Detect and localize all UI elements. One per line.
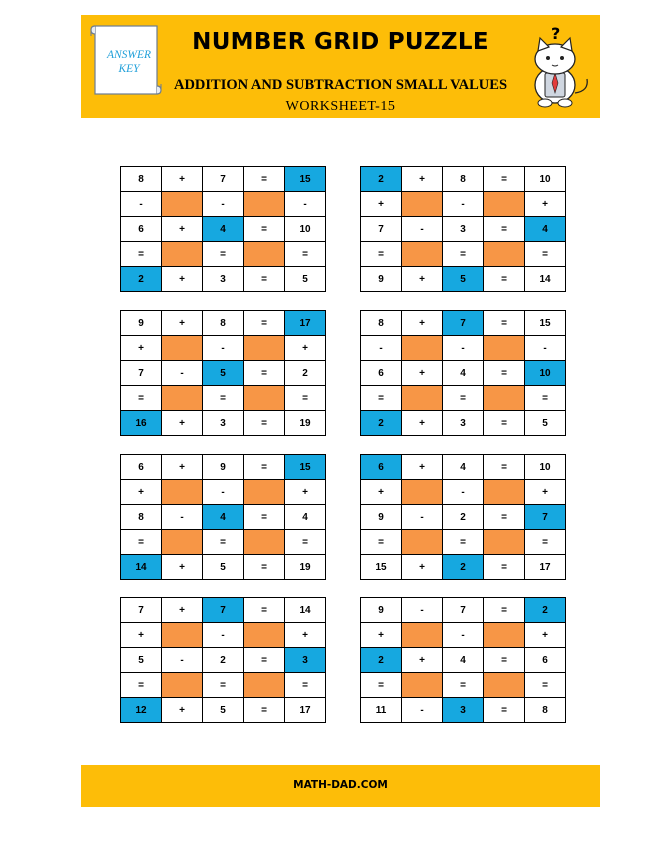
grid-row	[361, 673, 566, 698]
grid-cell: 4	[443, 455, 484, 480]
grid-row	[361, 555, 566, 580]
answer-cell: 12	[121, 698, 162, 723]
blocked-cell	[484, 673, 525, 698]
grid-cell: 6	[361, 361, 402, 386]
grid-row	[361, 505, 566, 530]
grid-cell: =	[244, 698, 285, 723]
grid-cell: +	[361, 480, 402, 505]
grid-cell: =	[244, 455, 285, 480]
grid-row	[361, 192, 566, 217]
grid-cell: =	[484, 505, 525, 530]
grid-cell: 5	[203, 555, 244, 580]
puzzle-grid-7	[120, 597, 326, 723]
grid-cell: =	[203, 673, 244, 698]
grid-cell: =	[443, 242, 484, 267]
grid-cell: 8	[203, 311, 244, 336]
grid-cell: +	[121, 480, 162, 505]
grid-cell: 5	[525, 411, 566, 436]
grid-cell: 9	[361, 267, 402, 292]
grid-cell: -	[203, 192, 244, 217]
grid-cell: -	[162, 505, 203, 530]
grid-cell: -	[402, 505, 443, 530]
grid-cell: =	[484, 311, 525, 336]
grid-cell: +	[402, 361, 443, 386]
grid-row	[121, 411, 326, 436]
grid-row	[121, 623, 326, 648]
answer-cell: 4	[203, 505, 244, 530]
grid-cell: 11	[361, 698, 402, 723]
grid-cell: +	[162, 217, 203, 242]
grid-cell: =	[203, 530, 244, 555]
answer-cell: 7	[443, 311, 484, 336]
answer-cell: 10	[525, 361, 566, 386]
grid-cell: 6	[525, 648, 566, 673]
grid-cell: +	[402, 411, 443, 436]
grid-cell: =	[285, 386, 326, 411]
grid-row	[121, 530, 326, 555]
grid-cell: 15	[361, 555, 402, 580]
blocked-cell	[162, 530, 203, 555]
grid-cell: 17	[525, 555, 566, 580]
grid-cell: 7	[361, 217, 402, 242]
grid-cell: -	[203, 336, 244, 361]
grid-cell: +	[361, 623, 402, 648]
grid-row	[361, 411, 566, 436]
grid-cell: +	[162, 698, 203, 723]
grid-cell: =	[285, 242, 326, 267]
puzzle-grid-4	[360, 310, 566, 436]
grid-cell: =	[285, 530, 326, 555]
grid-cell: =	[484, 555, 525, 580]
grid-cell: -	[361, 336, 402, 361]
site-name: MATH-DAD.COM	[293, 779, 388, 791]
answer-cell: 3	[443, 698, 484, 723]
grid-cell: 4	[443, 648, 484, 673]
puzzle-grid-5	[120, 454, 326, 580]
blocked-cell	[484, 336, 525, 361]
grid-cell: +	[525, 192, 566, 217]
answer-cell: 14	[121, 555, 162, 580]
grid-cell: =	[361, 673, 402, 698]
grid-row	[121, 192, 326, 217]
grid-row	[121, 167, 326, 192]
puzzle-grid-8	[360, 597, 566, 723]
answer-cell: 2	[443, 555, 484, 580]
grid-cell: =	[285, 673, 326, 698]
answer-cell: 17	[285, 311, 326, 336]
grid-cell: =	[443, 386, 484, 411]
grid-cell: 17	[285, 698, 326, 723]
blocked-cell	[402, 192, 443, 217]
answer-cell: 15	[285, 455, 326, 480]
page-title: NUMBER GRID PUZZLE	[192, 29, 489, 55]
grid-row	[361, 167, 566, 192]
grid-cell: =	[361, 242, 402, 267]
grid-cell: 5	[203, 698, 244, 723]
grid-row	[121, 598, 326, 623]
grid-cell: =	[484, 698, 525, 723]
grid-row	[361, 698, 566, 723]
answer-cell: 4	[203, 217, 244, 242]
grid-cell: 4	[285, 505, 326, 530]
grid-row	[361, 480, 566, 505]
grid-cell: =	[484, 361, 525, 386]
puzzle-grid-2	[360, 166, 566, 292]
blocked-cell	[162, 386, 203, 411]
grid-cell: +	[285, 336, 326, 361]
grid-cell: 9	[203, 455, 244, 480]
grid-cell: =	[484, 217, 525, 242]
puzzle-grid-6	[360, 454, 566, 580]
grid-row	[361, 311, 566, 336]
blocked-cell	[244, 623, 285, 648]
grid-row	[121, 455, 326, 480]
grid-row	[361, 648, 566, 673]
grid-cell: 6	[121, 217, 162, 242]
grid-cell: 7	[203, 167, 244, 192]
grid-cell: -	[285, 192, 326, 217]
grid-cell: 9	[121, 311, 162, 336]
grid-cell: +	[121, 336, 162, 361]
answer-key-label: ANSWER KEY	[106, 49, 152, 75]
grid-cell: 5	[121, 648, 162, 673]
grid-cell: =	[244, 648, 285, 673]
grid-cell: =	[484, 167, 525, 192]
blocked-cell	[402, 386, 443, 411]
grid-cell: =	[121, 530, 162, 555]
grid-cell: 10	[525, 455, 566, 480]
answer-cell: 2	[525, 598, 566, 623]
grid-cell: 2	[285, 361, 326, 386]
grid-cell: =	[203, 386, 244, 411]
grid-cell: -	[525, 336, 566, 361]
grid-cell: +	[121, 623, 162, 648]
grid-row	[361, 267, 566, 292]
blocked-cell	[244, 480, 285, 505]
blocked-cell	[244, 242, 285, 267]
grid-row	[361, 217, 566, 242]
grid-cell: 19	[285, 411, 326, 436]
grid-cell: 8	[361, 311, 402, 336]
answer-cell: 6	[361, 455, 402, 480]
blocked-cell	[244, 386, 285, 411]
grid-cell: -	[443, 192, 484, 217]
blocked-cell	[162, 336, 203, 361]
blocked-cell	[402, 530, 443, 555]
blocked-cell	[162, 192, 203, 217]
grid-cell: +	[525, 480, 566, 505]
grid-cell: 2	[443, 505, 484, 530]
grid-cell: -	[121, 192, 162, 217]
blocked-cell	[484, 530, 525, 555]
grid-cell: 4	[443, 361, 484, 386]
grid-cell: +	[402, 267, 443, 292]
answer-cell: 5	[443, 267, 484, 292]
grid-cell: 10	[525, 167, 566, 192]
grid-cell: 3	[443, 411, 484, 436]
answer-cell: 7	[525, 505, 566, 530]
grid-cell: 8	[121, 167, 162, 192]
grid-cell: =	[244, 217, 285, 242]
grid-row	[121, 555, 326, 580]
puzzle-grid-1	[120, 166, 326, 292]
grid-row	[121, 361, 326, 386]
answer-cell: 5	[203, 361, 244, 386]
grid-row	[121, 505, 326, 530]
grid-cell: =	[525, 530, 566, 555]
grid-cell: -	[402, 217, 443, 242]
cat-mascot-icon	[521, 23, 593, 111]
grid-cell: -	[203, 480, 244, 505]
grid-cell: 2	[203, 648, 244, 673]
grid-cell: 15	[525, 311, 566, 336]
grid-row	[361, 386, 566, 411]
grid-cell: =	[121, 386, 162, 411]
grid-row	[361, 455, 566, 480]
answer-cell: 4	[525, 217, 566, 242]
blocked-cell	[402, 623, 443, 648]
grid-cell: -	[443, 623, 484, 648]
grid-cell: =	[244, 267, 285, 292]
grid-cell: =	[121, 242, 162, 267]
grid-row	[361, 623, 566, 648]
footer-band	[81, 765, 600, 807]
grid-cell: +	[402, 455, 443, 480]
blocked-cell	[402, 480, 443, 505]
grid-cell: -	[402, 598, 443, 623]
grid-cell: 9	[361, 505, 402, 530]
grid-cell: 3	[203, 411, 244, 436]
blocked-cell	[244, 673, 285, 698]
grid-row	[361, 242, 566, 267]
grid-cell: 8	[443, 167, 484, 192]
blocked-cell	[162, 673, 203, 698]
header-band	[81, 15, 600, 118]
grid-row	[121, 336, 326, 361]
grid-cell: -	[443, 480, 484, 505]
grid-cell: +	[402, 311, 443, 336]
blocked-cell	[244, 192, 285, 217]
grid-cell: 6	[121, 455, 162, 480]
grid-row	[121, 311, 326, 336]
grid-cell: 14	[525, 267, 566, 292]
grid-cell: =	[244, 361, 285, 386]
grid-cell: +	[162, 167, 203, 192]
grid-cell: 10	[285, 217, 326, 242]
grid-row	[121, 267, 326, 292]
answer-cell: 2	[361, 167, 402, 192]
grid-cell: +	[285, 480, 326, 505]
grid-cell: 5	[285, 267, 326, 292]
grid-cell: 14	[285, 598, 326, 623]
worksheet-number: WORKSHEET-15	[285, 99, 396, 114]
grid-row	[121, 698, 326, 723]
grid-cell: +	[402, 555, 443, 580]
blocked-cell	[244, 530, 285, 555]
answer-cell: 7	[203, 598, 244, 623]
grid-cell: 19	[285, 555, 326, 580]
grid-cell: =	[121, 673, 162, 698]
blocked-cell	[484, 386, 525, 411]
grid-cell: =	[525, 386, 566, 411]
answer-cell: 2	[121, 267, 162, 292]
grid-cell: -	[162, 361, 203, 386]
blocked-cell	[484, 242, 525, 267]
grid-cell: =	[203, 242, 244, 267]
grid-cell: -	[203, 623, 244, 648]
grid-cell: 3	[443, 217, 484, 242]
puzzle-grid-3	[120, 310, 326, 436]
grid-cell: 9	[361, 598, 402, 623]
grid-cell: +	[162, 411, 203, 436]
grid-cell: +	[162, 455, 203, 480]
grid-row	[361, 598, 566, 623]
grid-row	[361, 361, 566, 386]
grid-cell: =	[443, 530, 484, 555]
grid-cell: +	[361, 192, 402, 217]
grid-cell: 8	[121, 505, 162, 530]
grid-cell: +	[285, 623, 326, 648]
grid-cell: +	[162, 598, 203, 623]
blocked-cell	[402, 336, 443, 361]
grid-cell: -	[162, 648, 203, 673]
blocked-cell	[162, 242, 203, 267]
grid-cell: =	[525, 242, 566, 267]
grid-cell: 7	[121, 361, 162, 386]
answer-cell: 15	[285, 167, 326, 192]
grid-cell: 8	[525, 698, 566, 723]
grid-cell: 7	[121, 598, 162, 623]
grid-cell: -	[402, 698, 443, 723]
grid-cell: =	[484, 455, 525, 480]
grid-row	[121, 242, 326, 267]
grid-cell: =	[484, 267, 525, 292]
grid-cell: =	[244, 598, 285, 623]
blocked-cell	[402, 673, 443, 698]
blocked-cell	[484, 192, 525, 217]
grid-cell: =	[443, 673, 484, 698]
answer-cell: 2	[361, 648, 402, 673]
blocked-cell	[484, 480, 525, 505]
grid-cell: +	[402, 648, 443, 673]
grid-cell: =	[525, 673, 566, 698]
grid-cell: =	[484, 598, 525, 623]
blocked-cell	[162, 623, 203, 648]
grid-cell: +	[162, 311, 203, 336]
grid-cell: =	[244, 555, 285, 580]
grid-row	[121, 648, 326, 673]
page-subtitle: ADDITION AND SUBTRACTION SMALL VALUES	[173, 77, 508, 93]
grid-cell: 3	[203, 267, 244, 292]
grid-row	[361, 530, 566, 555]
grid-cell: +	[402, 167, 443, 192]
grid-cell: =	[244, 411, 285, 436]
grid-cell: =	[361, 386, 402, 411]
grid-cell: =	[484, 648, 525, 673]
grid-row	[121, 217, 326, 242]
grid-row	[361, 336, 566, 361]
svg-text:?: ?	[551, 24, 561, 43]
grid-cell: +	[162, 267, 203, 292]
blocked-cell	[484, 623, 525, 648]
grid-cell: =	[484, 411, 525, 436]
grid-row	[121, 673, 326, 698]
answer-cell: 16	[121, 411, 162, 436]
blocked-cell	[244, 336, 285, 361]
grid-row	[121, 480, 326, 505]
grid-cell: +	[162, 555, 203, 580]
answer-cell: 3	[285, 648, 326, 673]
grid-cell: =	[244, 167, 285, 192]
answer-cell: 2	[361, 411, 402, 436]
blocked-cell	[162, 480, 203, 505]
grid-cell: -	[443, 336, 484, 361]
grid-cell: 7	[443, 598, 484, 623]
grid-cell: +	[525, 623, 566, 648]
blocked-cell	[402, 242, 443, 267]
grid-cell: =	[244, 505, 285, 530]
grid-cell: =	[361, 530, 402, 555]
grid-cell: =	[244, 311, 285, 336]
grid-row	[121, 386, 326, 411]
